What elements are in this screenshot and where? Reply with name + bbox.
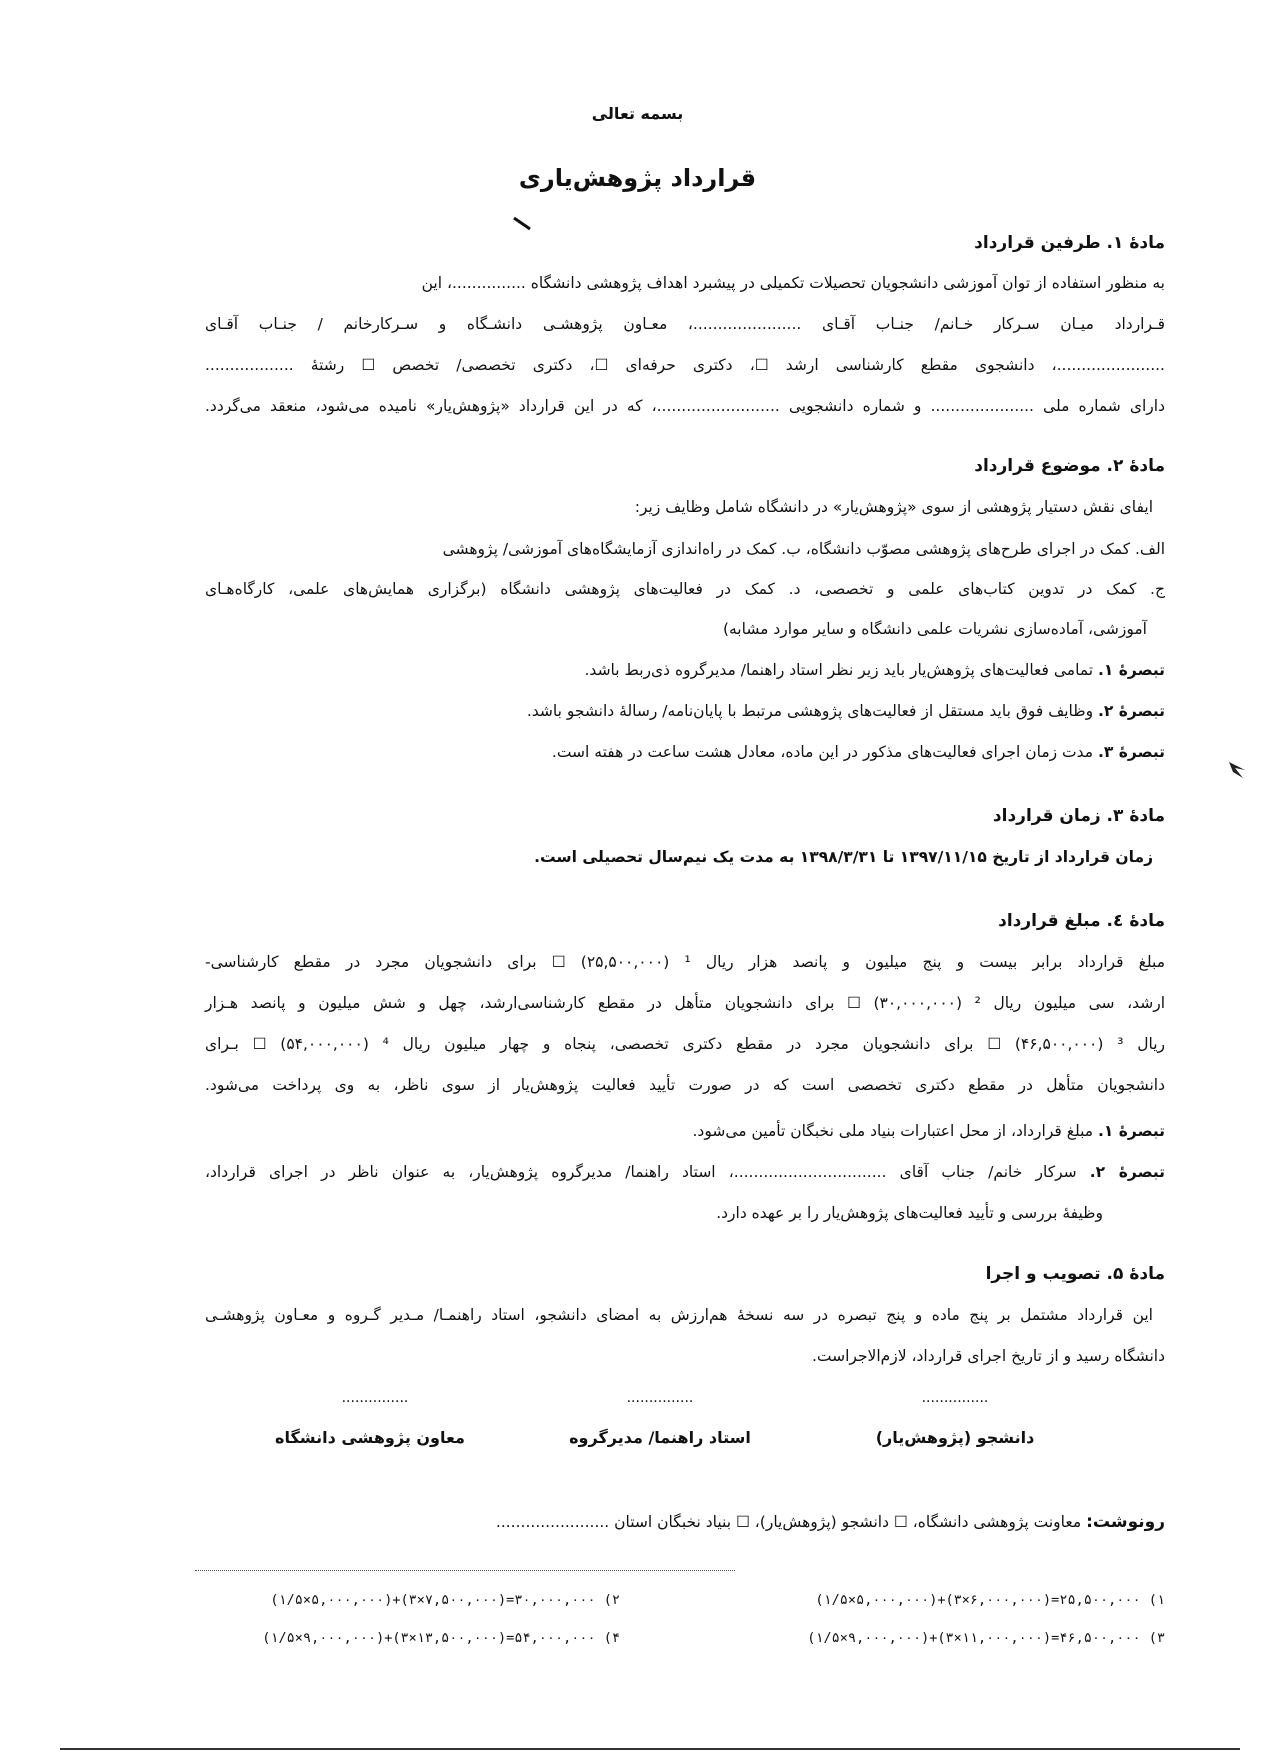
article1-heading: مادهٔ ۱. طرفین قرارداد: [974, 233, 1165, 253]
article2-line2: الف. کمک در اجرای طرح‌های پژوهشی مصوّب دانشگاه، ب. کمک در راه‌اندازی آزمایشگاه‌های آموزشی/ پژوهشی: [442, 540, 1165, 558]
footnote-3: ۳) ۴۶,۵۰۰,۰۰۰=(۱۱,۰۰۰,۰۰۰×۳)+(۹,۰۰۰,۰۰۰×۱/۵): [807, 1630, 1165, 1646]
article4-heading: مادهٔ ٤. مبلغ قرارداد: [998, 911, 1165, 931]
note-text: تمامی فعالیت‌های پژوهش‌یار باید زیر نظر استاد راهنما/ مدیرگروه ذی‌ربط باشد.: [584, 661, 1094, 679]
footnote-2: ۲) ۳۰,۰۰۰,۰۰۰=(۷,۵۰۰,۰۰۰×۳)+(۵,۰۰۰,۰۰۰×۱/۵): [270, 1592, 620, 1608]
article3-line: زمان قرارداد از تاریخ ۱۳۹۷/۱۱/۱۵ تا ۱۳۹۸/۳/۳۱ به مدت یک نیم‌سال تحصیلی است.: [534, 848, 1153, 866]
note-label: تبصرهٔ ۳.: [1098, 743, 1165, 761]
page-bottom-edge: [60, 1748, 1240, 1750]
contract-title: قرارداد پژوهش‌یاری: [518, 164, 757, 192]
copies-label: رونوشت:: [1086, 1512, 1165, 1532]
article5-heading: مادهٔ ۵. تصویب و اجرا: [985, 1264, 1165, 1284]
basmala: بسمه تعالی: [591, 104, 684, 123]
note-label: تبصرهٔ ۲.: [1098, 702, 1165, 720]
footnote-4: ۴) ۵۴,۰۰۰,۰۰۰=(۱۳,۵۰۰,۰۰۰×۳)+(۹,۰۰۰,۰۰۰×۱/۵): [262, 1630, 620, 1646]
signature-advisor: استاد راهنما/ مدیرگروه: [569, 1428, 751, 1447]
article2-line4: آموزشی، آماده‌سازی نشریات علمی دانشگاه و سایر موارد مشابه): [722, 620, 1147, 638]
article2-note1: [585, 661, 1166, 679]
article4-note2: [205, 1163, 1165, 1181]
signature-line-vice: ...............: [341, 1390, 409, 1406]
signature-vice: معاون پژوهشی دانشگاه: [275, 1428, 465, 1447]
note-text: سرکار خانم/ جناب آقای ...............................، استاد راهنما/ مدیرگروه پژوهش‌یار، به عنوان ناظر در اجرای قرارداد،: [205, 1163, 1077, 1181]
note-text: مبلغ قرارداد، از محل اعتبارات بنیاد ملی نخبگان تأمین می‌شود.: [692, 1122, 1094, 1140]
footnote-separator: [195, 1570, 735, 1571]
note-label: تبصرهٔ ۱.: [1098, 1122, 1165, 1140]
article4-line1: مبلغ قرارداد برابر بیست و پنج میلیون و پانصد هزار ریال ¹ (۲۵,۵۰۰,۰۰۰) ☐ برای دانشجویان مجرد در مقطع کارشناسی-: [205, 953, 1166, 971]
article4-note1: [693, 1122, 1166, 1140]
copies-text: معاونت پژوهشی دانشگاه، ☐ دانشجو (پژوهش‌یار)، ☐ بنیاد نخبگان استان .......................: [495, 1513, 1082, 1531]
footnote-1: ۱) ۲۵,۵۰۰,۰۰۰=(۶,۰۰۰,۰۰۰×۳)+(۵,۰۰۰,۰۰۰×۱/۵): [815, 1592, 1165, 1608]
article4-line2: ارشد، سی میلیون ریال ² (۳۰,۰۰۰,۰۰۰) ☐ برای دانشجویان متأهل در مقطع کارشناسی‌ارشد، چهل و شش میلیون و پانصد هـزار: [205, 994, 1165, 1012]
article2-note2: [527, 702, 1165, 720]
signature-student: دانشجو (پژوهش‌یار): [875, 1428, 1035, 1447]
note-text: وظایف فوق باید مستقل از فعالیت‌های پژوهشی مرتبط با پایان‌نامه/ رسالهٔ دانشجو باشد.: [526, 702, 1094, 720]
article4-note2-cont: وظیفهٔ بررسی و تأیید فعالیت‌های پژوهش‌یار را بر عهده دارد.: [716, 1204, 1103, 1222]
signature-line-student: ...............: [921, 1390, 989, 1406]
article2-note3: [552, 743, 1165, 761]
article1-line3: ......................، دانشجوی مقطع کارشناسی ارشد ☐، دکتری حرفه‌ای ☐، دکتری تخصصی/ تخصص ☐ رشتهٔ ..................: [205, 356, 1165, 374]
copies-line: [496, 1512, 1165, 1532]
article2-line1: ایفای نقش دستیار پژوهشی از سوی «پژوهش‌یار» در دانشگاه شامل وظایف زیر:: [634, 498, 1153, 516]
article2-heading: مادهٔ ۲. موضوع قرارداد: [974, 456, 1165, 476]
article2-line3: ج. کمک در تدوین کتاب‌های علمی و تخصصی، د. کمک در فعالیت‌های پژوهشی دانشگاه (برگزاری همایش‌های علمی، کارگاه‌هـای: [205, 580, 1165, 598]
signature-line-advisor: ...............: [626, 1390, 694, 1406]
article1-line1: به منظور استفاده از توان آموزشی دانشجویان تحصیلات تکمیلی در پیشبرد اهداف پژوهشی دانشگاه ...............، این: [421, 274, 1165, 292]
article4-line4: دانشجویان متأهل در مقطع دکتری تخصصی است که در صورت تأیید فعالیت پژوهش‌یار از سوی ناظر، به وی پرداخت می‌شود.: [205, 1076, 1165, 1094]
ink-mark: [1225, 756, 1251, 782]
note-label: تبصرهٔ ۲.: [1089, 1163, 1165, 1181]
article1-line2: قـرارداد میـان سـرکار خـانم/ جنـاب آقـای ......................، معـاون پژوهشـی دانشـگاه و سـرکارخانم / جنـاب آقـای: [205, 315, 1165, 333]
article1-line4: دارای شماره ملی ..................... و شماره دانشجویی .........................، که در این قرارداد «پژوهش‌یار» نامیده می‌شود، منعقد می‌گردد.: [205, 397, 1165, 415]
note-text: مدت زمان اجرای فعالیت‌های مذکور در این ماده، معادل هشت ساعت در هفته است.: [551, 743, 1094, 761]
article5-line1: این قرارداد مشتمل بر پنج ماده و پنج تبصره در سه نسخهٔ هم‌ارزش به امضای دانشجو، استاد راهنمـا/ مـدیر گـروه و معـاون پژوهشـی: [205, 1306, 1153, 1324]
article4-line3: ریال ³ (۴۶,۵۰۰,۰۰۰) ☐ برای دانشجویان مجرد در مقطع دکتری تخصصی، پنجاه و چهار میلیون ریال ⁴ (۵۴,۰۰۰,۰۰۰) ☐ بـرای: [205, 1035, 1165, 1053]
article5-line2: دانشگاه رسید و از تاریخ اجرای قرارداد، لازم‌الاجراست.: [811, 1347, 1165, 1365]
pen-mark: [512, 216, 534, 232]
article3-heading: مادهٔ ۳. زمان قرارداد: [992, 806, 1165, 826]
note-label: تبصرهٔ ۱.: [1098, 661, 1165, 679]
